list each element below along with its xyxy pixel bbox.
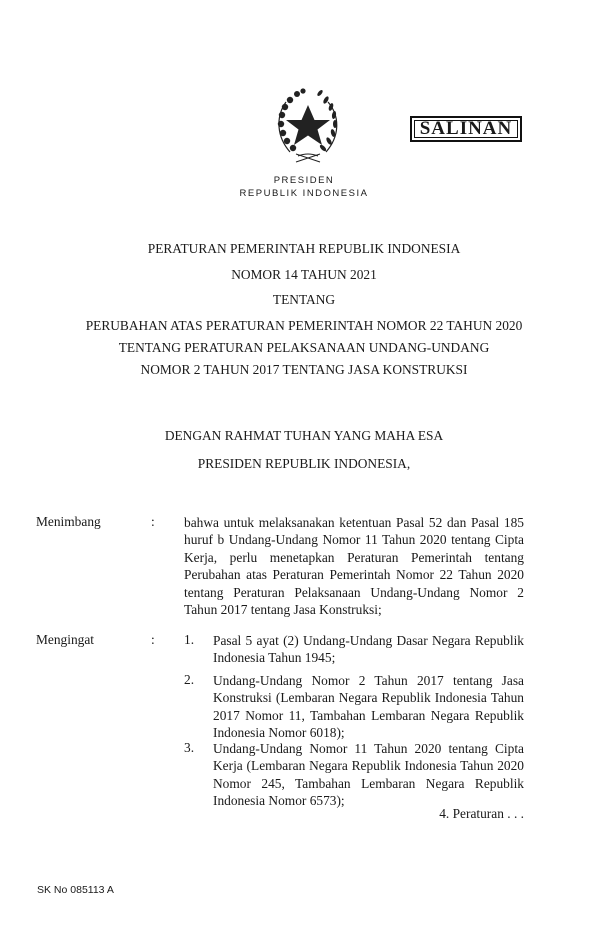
doc-tentang: TENTANG xyxy=(272,292,336,307)
serial-number: SK No 085113 A xyxy=(37,884,114,896)
subject-line-2: TENTANG PERATURAN PELAKSANAAN UNDANG-UNDANG xyxy=(118,340,490,355)
mengingat-colon: : xyxy=(151,632,155,647)
mengingat-item-2-text: Undang-Undang Nomor 2 Tahun 2017 tentang Jasa Konstruksi (Lembaran Negara Republik Indonesia Tahun 2017 Nomor 11, Tambahan Lembaran Negara Republik Indonesia Nomor 6018); xyxy=(213,673,524,741)
preamble-line-2: PRESIDEN REPUBLIK INDONESIA, xyxy=(197,456,411,471)
subject-line-1: PERUBAHAN ATAS PERATURAN PEMERINTAH NOMOR 22 TAHUN 2020 xyxy=(85,318,523,333)
doc-title: PERATURAN PEMERINTAH REPUBLIK INDONESIA xyxy=(147,241,461,256)
institution-line-2: REPUBLIK INDONESIA xyxy=(239,188,369,199)
institution-line-1: PRESIDEN xyxy=(273,175,335,186)
preamble-line-1: DENGAN RAHMAT TUHAN YANG MAHA ESA xyxy=(164,428,444,443)
salinan-stamp: SALINAN xyxy=(410,116,522,142)
mengingat-label: Mengingat xyxy=(36,632,95,647)
garuda-emblem-icon xyxy=(268,82,348,166)
mengingat-item-1-num: 1. xyxy=(184,632,195,647)
mengingat-item-3-num: 3. xyxy=(184,740,195,755)
mengingat-item-3-text: Undang-Undang Nomor 11 Tahun 2020 tentang Cipta Kerja (Lembaran Negara Republik Indonesia Tahun 2020 Nomor 245, Tambahan Lembaran Negara Republik Indonesia Nomor 6573); xyxy=(213,741,524,809)
menimbang-label: Menimbang xyxy=(36,514,101,529)
mengingat-item-2-num: 2. xyxy=(184,672,195,687)
menimbang-text: bahwa untuk melaksanakan ketentuan Pasal 52 dan Pasal 185 huruf b Undang-Undang Nomor 11 Tahun 2020 tentang Cipta Kerja, perlu menetapkan Peraturan Pemerintah tentang Perubahan atas Peraturan Pemerintah Nomor 22 Tahun 2020 tentang Peraturan Pelaksanaan Undang-Undang Nomor 2 Tahun 2017 tentang Jasa Konstruksi; xyxy=(184,515,524,618)
menimbang-colon: : xyxy=(151,514,155,529)
mengingat-item-1-text: Pasal 5 ayat (2) Undang-Undang Dasar Negara Republik Indonesia Tahun 1945; xyxy=(213,633,524,666)
subject-line-3: NOMOR 2 TAHUN 2017 TENTANG JASA KONSTRUKSI xyxy=(140,362,468,377)
continuation-catchword: 4. Peraturan . . . xyxy=(439,806,524,821)
doc-number: NOMOR 14 TAHUN 2021 xyxy=(231,267,377,282)
